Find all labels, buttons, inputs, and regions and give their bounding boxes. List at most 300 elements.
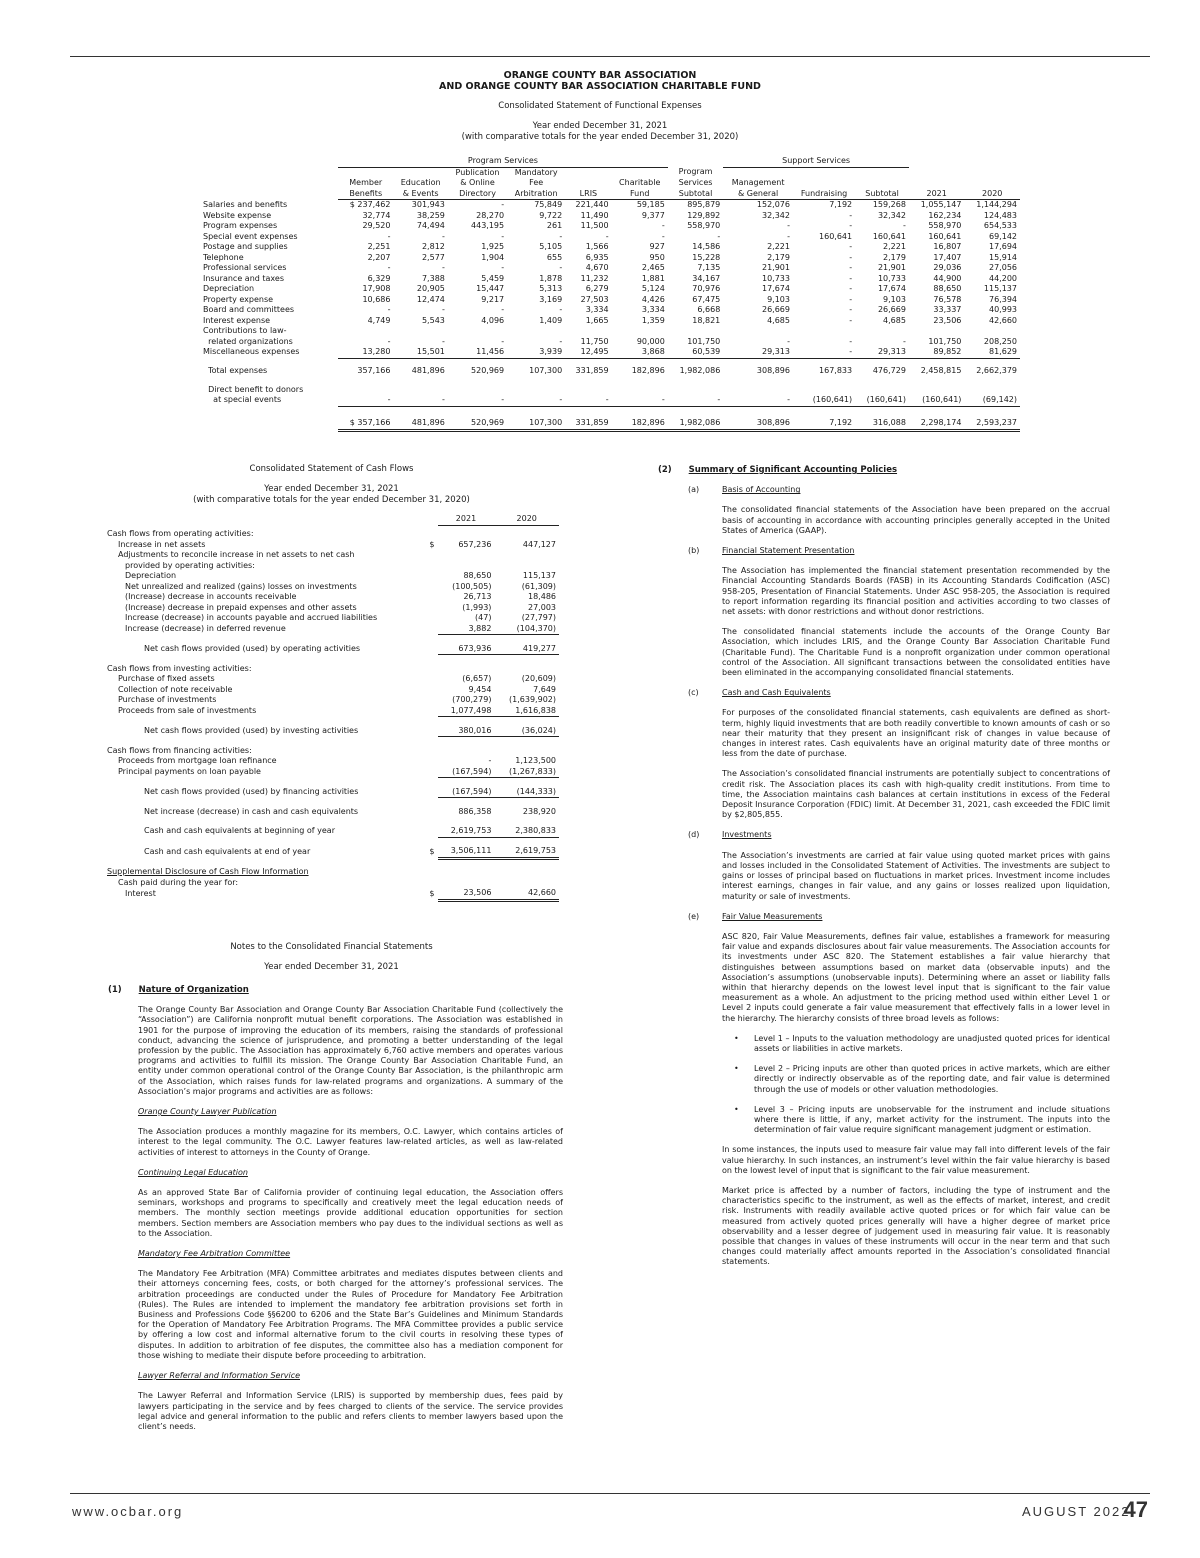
cashflow-label: Purchase of fixed assets bbox=[118, 674, 215, 683]
column-header: Arbitration bbox=[507, 189, 565, 200]
value-2020 bbox=[494, 664, 559, 675]
column-header bbox=[723, 167, 793, 178]
cashflow-label: Depreciation bbox=[125, 571, 177, 580]
total-value: 107,300 bbox=[529, 366, 563, 375]
expense-value: 160,641 bbox=[928, 231, 962, 241]
value-2020: (36,024) bbox=[494, 726, 559, 737]
policy-e-number: (e) bbox=[688, 911, 700, 921]
policy-d-text: The Association’s investments are carried at fair value using quoted market prices with gains and losses included in the Consolidated Statement of Activities. The investments are subject to gains or losses of principal based on fluctuations in market prices. Investment income includes interest earnings, changes in fair value, and any gains or losses realized upon liquidation, maturity or sale of investments. bbox=[722, 850, 1110, 901]
expense-value: 5,105 bbox=[539, 242, 563, 251]
column-header: Benefits bbox=[338, 189, 393, 200]
expense-value: 1,144,294 bbox=[976, 200, 1017, 209]
spacer bbox=[200, 406, 1020, 418]
total-value: 1,982,086 bbox=[679, 366, 721, 375]
column-header bbox=[909, 167, 964, 178]
expense-value: - bbox=[661, 221, 665, 230]
mfa-paragraph: The Mandatory Fee Arbitration (MFA) Committee arbitrates and mediates disputes between clients and their attorneys concerning fees, costs, or both charged for the attorney’s professional services. The arbitration proceedings are conducted under the Rules of Procedure for Mandatory Fee Arbitration (Rules). The Rules are intended to implement the mandatory fee arbitration provisions set forth in Business and Professions Code §§6200 to 6206 and the State Bar’s Guidelines and Minimum Standards for the Operation of Mandatory Fee Arbitration Programs. The MFA Committee provides a public service by offering a low cost and informal alternative forum to the civil courts in resolving these types of disputes. In addition to arbitration of fee disputes, the committee also has a mediation component for those wishing to mediate their dispute before proceeding to arbitration. bbox=[138, 1269, 563, 1360]
cashflow-title: Consolidated Statement of Cash Flows bbox=[249, 464, 414, 474]
column-header: Education bbox=[400, 178, 441, 187]
dollar-sign bbox=[424, 767, 438, 778]
level-1-item: • Level 1 – Inputs to the valuation methodology are unadjusted quoted prices for identical assets or liabilities in active markets. bbox=[722, 1034, 1110, 1054]
dollar-sign bbox=[424, 561, 438, 572]
expense-value: 1,881 bbox=[641, 273, 665, 283]
level-2-item: • Level 2 – Pricing inputs are other than quoted prices in active markets, which are either directly or indirectly observable as of the reporting date, and fair value is determined through the use of models or other valuation methodologies. bbox=[722, 1064, 1110, 1095]
direct-value: - bbox=[612, 395, 668, 406]
dollar-sign: $ bbox=[429, 539, 435, 549]
spacer-row bbox=[104, 655, 559, 664]
empty-cell bbox=[338, 385, 393, 396]
dollar-sign bbox=[424, 756, 438, 767]
expense-value: 160,641 bbox=[872, 231, 906, 241]
empty-cell bbox=[200, 156, 338, 167]
expense-value: 927 bbox=[649, 242, 665, 251]
column-header: Directory bbox=[448, 189, 507, 200]
expense-value: - bbox=[441, 336, 445, 346]
dollar-sign bbox=[424, 674, 438, 685]
net-value: 7,192 bbox=[793, 418, 855, 430]
value-2021 bbox=[438, 529, 495, 540]
statement-header bbox=[0, 70, 1200, 143]
expense-value: 23,506 bbox=[933, 315, 962, 325]
expense-value: - bbox=[559, 305, 563, 314]
fair-value-levels bbox=[722, 1034, 1110, 1136]
column-header bbox=[909, 178, 964, 189]
page-number: 47 bbox=[1123, 1497, 1148, 1522]
expense-value: - bbox=[787, 221, 790, 230]
direct-value: - bbox=[723, 395, 793, 406]
empty-cell bbox=[793, 385, 855, 396]
expense-row bbox=[200, 295, 1020, 306]
expense-value: 3,334 bbox=[585, 305, 609, 314]
cashflow-label: Cash paid during the year for: bbox=[118, 877, 239, 887]
column-header: Fund bbox=[612, 189, 668, 200]
dollar-sign bbox=[424, 706, 438, 717]
cashflow-label: Increase (decrease) in deferred revenue bbox=[125, 623, 286, 633]
spacer-row bbox=[200, 358, 1020, 366]
expense-value: 29,313 bbox=[855, 347, 909, 358]
value-2020 bbox=[494, 867, 559, 878]
empty-cell bbox=[855, 385, 909, 396]
cashflow-label: Cash flows from operating activities: bbox=[107, 529, 254, 538]
expense-value: - bbox=[793, 347, 855, 358]
total-value: 520,969 bbox=[471, 366, 505, 375]
value-2020: 238,920 bbox=[522, 806, 556, 816]
value-2021: 673,936 bbox=[438, 644, 495, 655]
policy-b-text-1: The Association has implemented the financial statement presentation recommended by the Financial Accounting Standards Boards (FASB) in its Accounting Standards Codification (ASC) 958-205, Presentation of Financial Statements. Under ASC 958-205, the Association is required to report information regarding its financial position and activities according to two classes of net assets: with donor restrictions and without donor restrictions. bbox=[722, 566, 1110, 617]
expense-value: 4,685 bbox=[883, 315, 906, 325]
value-2021: 88,650 bbox=[463, 571, 492, 580]
policy-a-title: Basis of Accounting bbox=[722, 485, 801, 495]
expense-value: 2,251 bbox=[367, 242, 391, 251]
expense-value: 5,459 bbox=[481, 273, 505, 283]
column-header bbox=[855, 178, 909, 189]
expense-value bbox=[338, 326, 393, 337]
policy-b bbox=[658, 546, 1110, 678]
lris-heading: Lawyer Referral and Information Service bbox=[138, 1371, 301, 1381]
footer-issue: AUGUST 2022 bbox=[1022, 1504, 1131, 1519]
expense-value: 208,250 bbox=[983, 336, 1017, 346]
dollar-sign bbox=[424, 685, 438, 696]
expense-row bbox=[200, 200, 1020, 211]
expense-row bbox=[200, 305, 1020, 316]
policy-d-title: Investments bbox=[722, 830, 772, 840]
column-header: LRIS bbox=[565, 189, 611, 200]
direct-value: - bbox=[393, 395, 447, 406]
expense-value: - bbox=[559, 231, 563, 241]
cashflow-row bbox=[104, 571, 559, 582]
expense-label: Board and committees bbox=[203, 305, 295, 314]
cle-paragraph: As an approved State Bar of California provider of continuing legal education, the Association offers seminars, workshops and programs to specifically and creatively meet the legal education needs of members. The monthly section meetings provide additional education opportunities for section members. Section members are Association members who pay dues to the individual sections as well as to the Association. bbox=[138, 1188, 563, 1238]
value-2021 bbox=[438, 561, 495, 572]
expense-value: - bbox=[501, 336, 505, 346]
spacer bbox=[104, 798, 559, 807]
dollar-sign bbox=[424, 571, 438, 582]
column-header bbox=[565, 167, 611, 178]
lris-paragraph: The Lawyer Referral and Information Service (LRIS) is supported by membership dues, fees paid by lawyers participating in the service and by fees charged to clients of the service. The service provides legal advice and general information to the public and refers clients to member lawyers based upon the client’s needs. bbox=[138, 1391, 563, 1431]
dollar-sign bbox=[424, 550, 438, 561]
expense-value: 11,232 bbox=[580, 273, 609, 283]
expense-value: 5,543 bbox=[421, 315, 445, 325]
expense-value: 1,359 bbox=[641, 315, 665, 325]
policy-a-number: (a) bbox=[688, 485, 700, 495]
empty-cell bbox=[668, 385, 723, 396]
expense-value: 7,135 bbox=[697, 263, 721, 272]
expense-value: 654,533 bbox=[983, 221, 1017, 230]
expense-value: 4,749 bbox=[367, 315, 391, 325]
expense-row bbox=[200, 263, 1020, 274]
cashflow-label: Cash flows from investing activities: bbox=[107, 663, 252, 673]
expense-value: 34,167 bbox=[692, 273, 721, 283]
direct-label: Direct benefit to donors bbox=[203, 384, 304, 394]
spacer bbox=[104, 817, 559, 826]
direct-value: - bbox=[448, 395, 507, 406]
expense-value: - bbox=[501, 231, 505, 241]
total-value: 357,166 bbox=[357, 366, 391, 375]
value-2020: 42,660 bbox=[494, 888, 559, 900]
cashflow-label: Proceeds from mortgage loan refinance bbox=[118, 756, 277, 765]
expense-value: - bbox=[849, 210, 853, 220]
expense-value bbox=[668, 326, 723, 337]
expense-value: 12,495 bbox=[565, 347, 611, 358]
cashflow-row bbox=[104, 664, 559, 675]
expense-value: 59,185 bbox=[636, 200, 665, 209]
direct-value: (160,641) bbox=[793, 395, 855, 406]
expense-value: 2,179 bbox=[883, 252, 906, 262]
policy-c-text-2: The Association’s consolidated financial instruments are potentially subject to concentrations of credit risk. The Association places its cash with high-quality credit institutions. From time to time, the Association maintains cash balances at certain institutions in excess of the Federal Deposit Insurance Corporation (FDIC) limit. At December 31, 2021, cash exceeded the FDIC limit by $2,805,855. bbox=[722, 769, 1110, 820]
value-2020 bbox=[494, 878, 559, 889]
expense-row bbox=[200, 253, 1020, 264]
column-header bbox=[855, 167, 909, 178]
direct-label: at special events bbox=[203, 395, 282, 405]
expense-value: 159,268 bbox=[872, 200, 906, 209]
expense-row bbox=[200, 347, 1020, 358]
expense-label: Miscellaneous expenses bbox=[203, 347, 300, 357]
value-2021: (167,594) bbox=[438, 787, 495, 798]
policy-e-text-3: Market price is affected by a number of factors, including the type of instrument and the characteristics specific to the instrument, as well as the effects of market, interest, and credit risk. Instruments with readily available active quoted prices or for which fair value can be measured from actively quoted prices generally will have a higher degree of market price observability and a lesser degree of judgement used in measuring fair value. It is reasonably possible that changes in values of these instruments will occur in the near term and that such changes could materially affect amounts reported in the Association’s consolidated financial statements. bbox=[722, 1185, 1110, 1267]
expense-value: - bbox=[387, 336, 391, 346]
value-2020: 1,123,500 bbox=[515, 756, 556, 765]
value-2021: 3,882 bbox=[438, 624, 495, 635]
expense-value bbox=[964, 326, 1020, 337]
expense-label: Depreciation bbox=[203, 284, 255, 293]
cle-heading: Continuing Legal Education bbox=[138, 1167, 248, 1177]
total-value: 481,896 bbox=[411, 366, 445, 375]
dollar-sign bbox=[424, 644, 438, 655]
value-2020: 115,137 bbox=[522, 571, 556, 580]
value-2020 bbox=[494, 550, 559, 561]
spacer-row bbox=[104, 778, 559, 787]
cashflow-label: Interest bbox=[125, 888, 156, 898]
year-2020-header: 2020 bbox=[494, 514, 559, 525]
ocl-heading: Orange County Lawyer Publication bbox=[138, 1107, 277, 1117]
expense-value: 2,577 bbox=[421, 252, 445, 262]
expense-label: Salaries and benefits bbox=[203, 199, 288, 209]
expense-value: 11,750 bbox=[580, 336, 609, 346]
column-header: Management bbox=[731, 178, 785, 187]
column-header: Member bbox=[349, 178, 383, 187]
cashflow-label: Net increase (decrease) in cash and cash equivalents bbox=[144, 806, 359, 816]
expense-value: 13,280 bbox=[338, 347, 393, 358]
org-name-1: ORANGE COUNTY BAR ASSOCIATION bbox=[503, 70, 697, 81]
spacer-row bbox=[104, 717, 559, 726]
expense-value: 29,520 bbox=[362, 221, 391, 230]
expense-value: - bbox=[787, 231, 790, 241]
expense-row bbox=[200, 242, 1020, 253]
cashflow-label: (Increase) decrease in accounts receivable bbox=[125, 592, 297, 601]
cashflow-row bbox=[104, 582, 559, 593]
direct-value: (69,142) bbox=[964, 395, 1020, 406]
total-value: 2,662,379 bbox=[976, 366, 1017, 375]
value-2020 bbox=[494, 561, 559, 572]
expense-value: 44,900 bbox=[933, 273, 962, 283]
cashflow-comparative: (with comparative totals for the year ended December 31, 2020) bbox=[193, 495, 470, 505]
ocl-paragraph: The Association produces a monthly magazine for its members, O.C. Lawyer, which contains articles of interest to the legal community. The O.C. Lawyer features law-related articles, as well as law-related activities of interest to attorneys in the County of Orange. bbox=[138, 1127, 563, 1157]
expense-value: 7,388 bbox=[421, 273, 445, 283]
cashflow-row bbox=[104, 826, 559, 837]
expense-value: 115,137 bbox=[983, 284, 1017, 293]
cashflow-label: Increase (decrease) in accounts payable and accrued liabilities bbox=[125, 613, 378, 622]
column-header bbox=[338, 167, 393, 178]
expense-value: - bbox=[441, 305, 445, 314]
expense-label: Program expenses bbox=[203, 221, 278, 230]
dollar-sign bbox=[424, 807, 438, 818]
expense-value: 11,456 bbox=[448, 347, 507, 358]
expense-row bbox=[200, 232, 1020, 243]
expense-value: 4,426 bbox=[641, 294, 665, 304]
spacer bbox=[200, 358, 1020, 366]
spacer bbox=[104, 837, 559, 846]
cashflow-label: Adjustments to reconcile increase in net assets to net cash bbox=[118, 550, 355, 559]
expense-value: 15,501 bbox=[393, 347, 447, 358]
cashflow-label: Cash and cash equivalents at end of year bbox=[144, 846, 311, 856]
expense-value: 4,685 bbox=[767, 315, 790, 325]
bottom-rule bbox=[70, 1493, 1150, 1494]
column-header: Fundraising bbox=[793, 189, 855, 200]
expense-value: - bbox=[501, 305, 505, 314]
column-header: & Events bbox=[393, 189, 447, 200]
net-value: 331,859 bbox=[565, 418, 611, 430]
expense-value: 70,976 bbox=[692, 284, 721, 293]
total-value: 476,729 bbox=[872, 366, 906, 375]
policy-b-text-2: The consolidated financial statements include the accounts of the Orange County Bar Association, which includes LRIS, and the Orange County Bar Association Charitable Fund (Charitable Fund). The Charitable Fund is a nonprofit organization under common operational control of the Association. All significant transactions between the consolidated entities have been eliminated in the accompanying consolidated financial statements. bbox=[722, 627, 1110, 678]
cashflow-row bbox=[104, 613, 559, 624]
policy-a-text: The consolidated financial statements of the Association have been prepared on the accrual basis of accounting in accordance with accounting principles generally accepted in the United States of America (GAAP). bbox=[722, 505, 1110, 535]
expense-row bbox=[200, 274, 1020, 285]
group-header-row bbox=[200, 156, 1020, 167]
total-value: 331,859 bbox=[575, 366, 609, 375]
value-2020: (144,333) bbox=[494, 787, 559, 798]
expense-value: 3,939 bbox=[507, 347, 565, 358]
expense-value: 101,750 bbox=[687, 336, 721, 346]
expense-value: 6,329 bbox=[367, 273, 391, 283]
expense-value: - bbox=[849, 336, 853, 346]
column-header bbox=[964, 167, 1020, 178]
expense-value: 15,228 bbox=[692, 252, 721, 262]
cashflow-row bbox=[104, 706, 559, 717]
expense-value: 67,475 bbox=[692, 294, 721, 304]
column-header: Fee bbox=[529, 178, 544, 187]
notes-period: Year ended December 31, 2021 bbox=[264, 962, 399, 972]
cashflow-row bbox=[104, 529, 559, 540]
expense-value: 1,055,147 bbox=[920, 200, 962, 209]
expense-label: Postage and supplies bbox=[203, 242, 288, 251]
expense-value: 44,200 bbox=[989, 273, 1017, 283]
value-2020: 2,619,753 bbox=[494, 846, 559, 858]
year-2021-header: 2021 bbox=[438, 514, 495, 525]
expense-row bbox=[200, 211, 1020, 222]
expense-value: - bbox=[849, 315, 853, 325]
dollar-sign bbox=[424, 613, 438, 624]
expense-value: 74,494 bbox=[416, 221, 445, 230]
net-value: 2,593,237 bbox=[964, 418, 1020, 430]
expense-label: Website expense bbox=[203, 210, 272, 220]
expense-value: 443,195 bbox=[471, 221, 505, 230]
notes-title: Notes to the Consolidated Financial Statements bbox=[230, 942, 433, 952]
note-2 bbox=[658, 465, 1110, 1268]
expense-value: 76,578 bbox=[933, 294, 962, 304]
column-header: Services bbox=[678, 178, 713, 187]
cashflow-header bbox=[104, 464, 559, 506]
cashflow-label: Increase in net assets bbox=[118, 539, 206, 549]
cashflow-label: Cash flows from financing activities: bbox=[107, 745, 252, 755]
expense-value bbox=[909, 326, 964, 337]
policy-c-number: (c) bbox=[688, 688, 699, 698]
expense-value: 10,733 bbox=[877, 273, 906, 283]
value-2021 bbox=[438, 550, 495, 561]
expense-value: 124,483 bbox=[983, 210, 1017, 220]
value-2021: 23,506 bbox=[438, 888, 495, 900]
expense-value: 32,342 bbox=[761, 210, 790, 220]
direct-value: (160,641) bbox=[909, 395, 964, 406]
expense-label: Property expense bbox=[203, 294, 274, 304]
policy-d-number: (d) bbox=[688, 830, 700, 840]
expense-value: 895,879 bbox=[687, 200, 721, 209]
column-header: 2021 bbox=[909, 189, 964, 200]
column-header bbox=[793, 178, 855, 189]
value-2020: 18,486 bbox=[528, 592, 556, 601]
cashflow-row bbox=[104, 674, 559, 685]
expense-value: 11,490 bbox=[580, 210, 609, 220]
cashflow-row bbox=[104, 846, 559, 858]
dollar-sign bbox=[424, 878, 438, 889]
spacer bbox=[104, 858, 559, 867]
level-3-item: • Level 3 – Pricing inputs are unobservable for the instrument and include situations where there is little, if any, market activity for the instrument. The inputs into the determination of fair value require significant management judgment or estimation. bbox=[722, 1105, 1110, 1136]
cashflow-row bbox=[104, 644, 559, 655]
empty-cell bbox=[723, 385, 793, 396]
cashflow-label: Proceeds from sale of investments bbox=[118, 705, 257, 715]
cashflow-row bbox=[104, 746, 559, 757]
expense-value: 32,774 bbox=[362, 210, 391, 220]
expense-row bbox=[200, 284, 1020, 295]
policy-c-title: Cash and Cash Equivalents bbox=[722, 688, 831, 698]
expense-value: 26,669 bbox=[877, 305, 906, 314]
expense-value: - bbox=[849, 221, 853, 230]
expense-value: 2,812 bbox=[421, 242, 445, 251]
spacer-row bbox=[104, 817, 559, 826]
expense-value: - bbox=[387, 305, 391, 314]
total-value: 2,458,815 bbox=[920, 366, 962, 375]
value-2020: 2,380,833 bbox=[494, 826, 559, 837]
value-2020: 27,003 bbox=[528, 602, 556, 612]
expense-value: $ 237,462 bbox=[349, 200, 391, 209]
notes-header bbox=[104, 942, 559, 973]
dollar-sign bbox=[424, 746, 438, 757]
expense-value: - bbox=[559, 336, 563, 346]
value-2021: - bbox=[488, 756, 492, 765]
policy-e-text-2: In some instances, the inputs used to measure fair value may fall into different levels of the fair value hierarchy. In such instances, an instrument’s level within the fair value hierarchy is based on the lowest level of input that is significant to the fair value measurement. bbox=[722, 1145, 1110, 1175]
empty-cell bbox=[565, 385, 611, 396]
net-value: 2,298,174 bbox=[909, 418, 964, 430]
spacer-row bbox=[104, 858, 559, 867]
expense-value: 28,270 bbox=[476, 210, 505, 220]
cashflow-label: (Increase) decrease in prepaid expenses and other assets bbox=[125, 602, 357, 612]
value-2021: (167,594) bbox=[438, 767, 495, 778]
value-2020: (104,370) bbox=[494, 624, 559, 635]
direct-value: - bbox=[668, 395, 723, 406]
statement-comparative: (with comparative totals for the year ended December 31, 2020) bbox=[461, 132, 739, 142]
expense-label: Contributions to law- bbox=[203, 326, 287, 335]
column-header: Subtotal bbox=[668, 189, 723, 200]
expense-value: 162,234 bbox=[928, 210, 962, 220]
total-row bbox=[200, 366, 1020, 377]
expense-value: 26,669 bbox=[761, 305, 790, 314]
empty-cell bbox=[909, 385, 964, 396]
spacer-row bbox=[104, 737, 559, 746]
value-2021: (6,657) bbox=[462, 674, 492, 683]
expense-value: - bbox=[849, 273, 853, 283]
expense-label: Insurance and taxes bbox=[203, 273, 285, 283]
total-value: 182,896 bbox=[631, 366, 665, 375]
net-value: 481,896 bbox=[393, 418, 447, 430]
value-2020: 419,277 bbox=[494, 644, 559, 655]
value-2021: 380,016 bbox=[438, 726, 495, 737]
expense-value: - bbox=[849, 252, 853, 262]
expense-value: 17,674 bbox=[761, 284, 790, 293]
cashflow-header-row bbox=[104, 514, 559, 525]
cashflow-label: Cash and cash equivalents at beginning of year bbox=[144, 826, 335, 836]
expense-value bbox=[855, 326, 909, 337]
cashflow-label: Purchase of investments bbox=[118, 695, 217, 704]
expense-value: 27,503 bbox=[580, 294, 609, 304]
expense-value: 1,665 bbox=[585, 315, 609, 325]
expense-value: 5,124 bbox=[641, 284, 665, 293]
dollar-sign: $ bbox=[429, 888, 435, 898]
expense-value: - bbox=[661, 231, 665, 241]
value-2020: (1,267,833) bbox=[494, 767, 559, 778]
expense-value: 1,878 bbox=[539, 273, 563, 283]
empty-cell bbox=[200, 189, 338, 200]
total-value: 308,896 bbox=[756, 366, 790, 375]
